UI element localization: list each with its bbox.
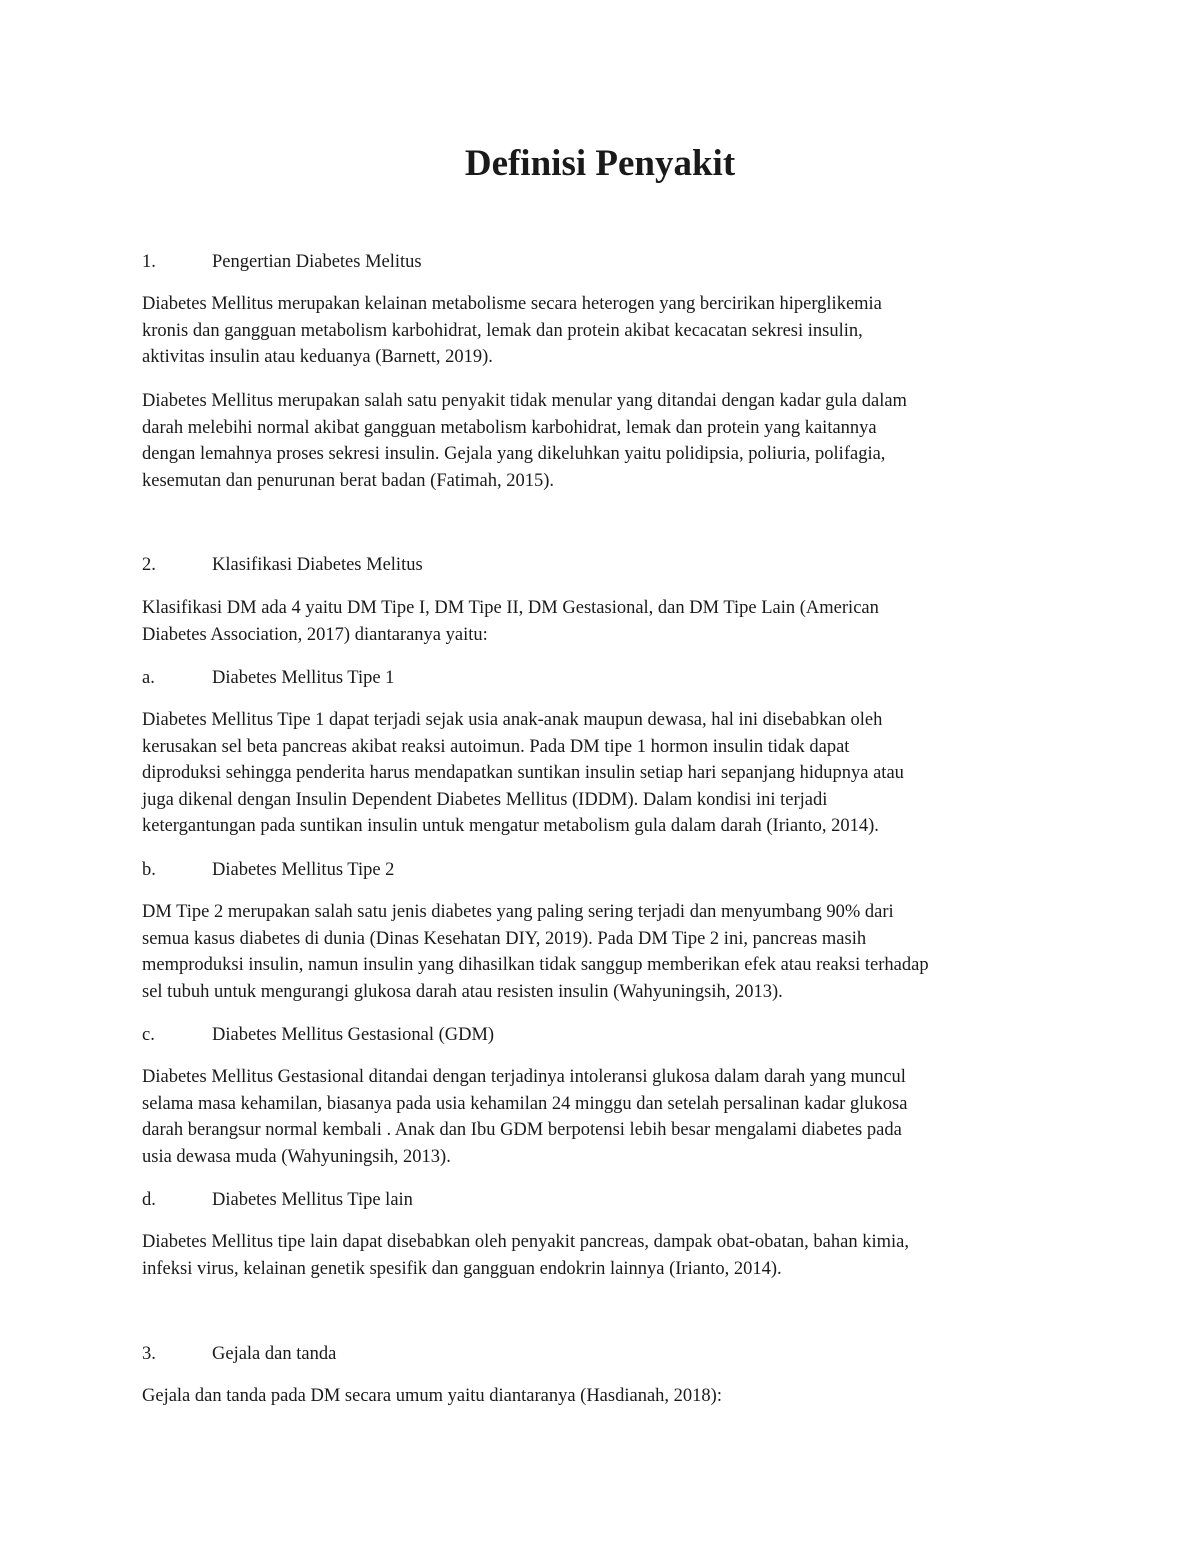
subsection-title: Diabetes Mellitus Gestasional (GDM) — [212, 1025, 495, 1045]
text-line: Gejala dan tanda pada DM secara umum yaitu diantaranya (Hasdianah, 2018): — [142, 1386, 722, 1406]
section-number: 1. — [142, 252, 156, 272]
subsection-title: Diabetes Mellitus Tipe 2 — [212, 860, 395, 880]
subsection-letter: a. — [142, 668, 155, 688]
text-line: kesemutan dan penurunan berat badan (Fatimah, 2015). — [142, 470, 555, 491]
text-line: diproduksi sehingga penderita harus mendapatkan suntikan insulin setiap hari sepanjang hidupnya atau — [142, 763, 904, 783]
section-title: Gejala dan tanda — [212, 1344, 337, 1364]
section-number: 3. — [142, 1344, 156, 1364]
paragraph — [142, 899, 1062, 1005]
text-line: sel tubuh untuk mengurangi glukosa darah atau resisten insulin (Wahyuningsih, 2013). — [142, 981, 783, 1002]
text-line: darah berangsur normal kembali . Anak dan Ibu GDM berpotensi lebih besar mengalami diabetes pada — [142, 1120, 902, 1140]
paragraph — [142, 1064, 1062, 1170]
paragraph — [142, 707, 1062, 840]
paragraph — [142, 291, 1062, 371]
text-line: DM Tipe 2 merupakan salah satu jenis diabetes yang paling sering terjadi dan menyumbang 90% dari — [142, 902, 894, 922]
section-heading-1 — [142, 249, 422, 276]
subsection-heading-a — [142, 665, 394, 692]
subsection-letter: d. — [142, 1190, 156, 1210]
text-line: infeksi virus, kelainan genetik spesifik dan gangguan endokrin lainnya (Irianto, 2014). — [142, 1258, 782, 1279]
subsection-heading-b — [142, 857, 394, 884]
text-line: semua kasus diabetes di dunia (Dinas Kesehatan DIY, 2019). Pada DM Tipe 2 ini, pancreas masih — [142, 928, 867, 949]
text-line: memproduksi insulin, namun insulin yang dihasilkan tidak sanggup memberikan efek atau reaksi terhadap — [142, 955, 929, 975]
subsection-title: Diabetes Mellitus Tipe lain — [212, 1190, 413, 1210]
text-line: Diabetes Mellitus Gestasional ditandai dengan terjadinya intoleransi glukosa dalam darah yang muncul — [142, 1067, 906, 1087]
section-number: 2. — [142, 555, 156, 575]
subsection-heading-c — [142, 1022, 494, 1049]
text-line: Diabetes Association, 2017) diantaranya yaitu: — [142, 624, 488, 645]
paragraph — [142, 1383, 1062, 1410]
text-line: Diabetes Mellitus merupakan kelainan metabolisme secara heterogen yang bercirikan hiperglikemia — [142, 294, 882, 314]
subsection-heading-d — [142, 1187, 413, 1214]
text-line: Diabetes Mellitus merupakan salah satu penyakit tidak menular yang ditandai dengan kadar gula dalam — [142, 391, 907, 411]
text-line: kerusakan sel beta pancreas akibat reaksi autoimun. Pada DM tipe 1 hormon insulin tidak dapat — [142, 736, 850, 757]
text-line: dengan lemahnya proses sekresi insulin. Gejala yang dikeluhkan yaitu polidipsia, poliuria, polifagia, — [142, 444, 886, 464]
text-line: ketergantungan pada suntikan insulin untuk mengatur metabolism gula dalam darah (Irianto, 2014). — [142, 816, 879, 836]
subsection-letter: c. — [142, 1025, 155, 1045]
section-heading-2 — [142, 552, 423, 579]
subsection-title: Diabetes Mellitus Tipe 1 — [212, 668, 395, 688]
page-title: Definisi Penyakit — [464, 143, 736, 184]
paragraph — [142, 388, 1062, 494]
text-line: usia dewasa muda (Wahyuningsih, 2013). — [142, 1146, 451, 1167]
paragraph — [142, 1229, 1062, 1282]
text-line: Diabetes Mellitus Tipe 1 dapat terjadi sejak usia anak-anak maupun dewasa, hal ini disebabkan oleh — [142, 710, 883, 730]
text-line: Diabetes Mellitus tipe lain dapat disebabkan oleh penyakit pancreas, dampak obat-obatan, bahan kimia, — [142, 1232, 909, 1252]
subsection-letter: b. — [142, 860, 156, 880]
text-line: juga dikenal dengan Insulin Dependent Diabetes Mellitus (IDDM). Dalam kondisi ini terjadi — [142, 789, 828, 810]
section-title: Klasifikasi Diabetes Melitus — [212, 555, 423, 575]
text-line: selama masa kehamilan, biasanya pada usia kehamilan 24 minggu dan setelah persalinan kadar glukosa — [142, 1093, 908, 1114]
text-line: aktivitas insulin atau keduanya (Barnett, 2019). — [142, 347, 493, 367]
paragraph — [142, 595, 1062, 648]
section-title: Pengertian Diabetes Melitus — [212, 252, 422, 272]
text-line: Klasifikasi DM ada 4 yaitu DM Tipe I, DM Tipe II, DM Gestasional, dan DM Tipe Lain (American — [142, 598, 879, 618]
section-heading-3 — [142, 1341, 336, 1368]
text-line: kronis dan gangguan metabolism karbohidrat, lemak dan protein akibat kecacatan sekresi insulin, — [142, 320, 863, 341]
text-line: darah melebihi normal akibat gangguan metabolism karbohidrat, lemak dan protein yang kaitannya — [142, 417, 877, 438]
